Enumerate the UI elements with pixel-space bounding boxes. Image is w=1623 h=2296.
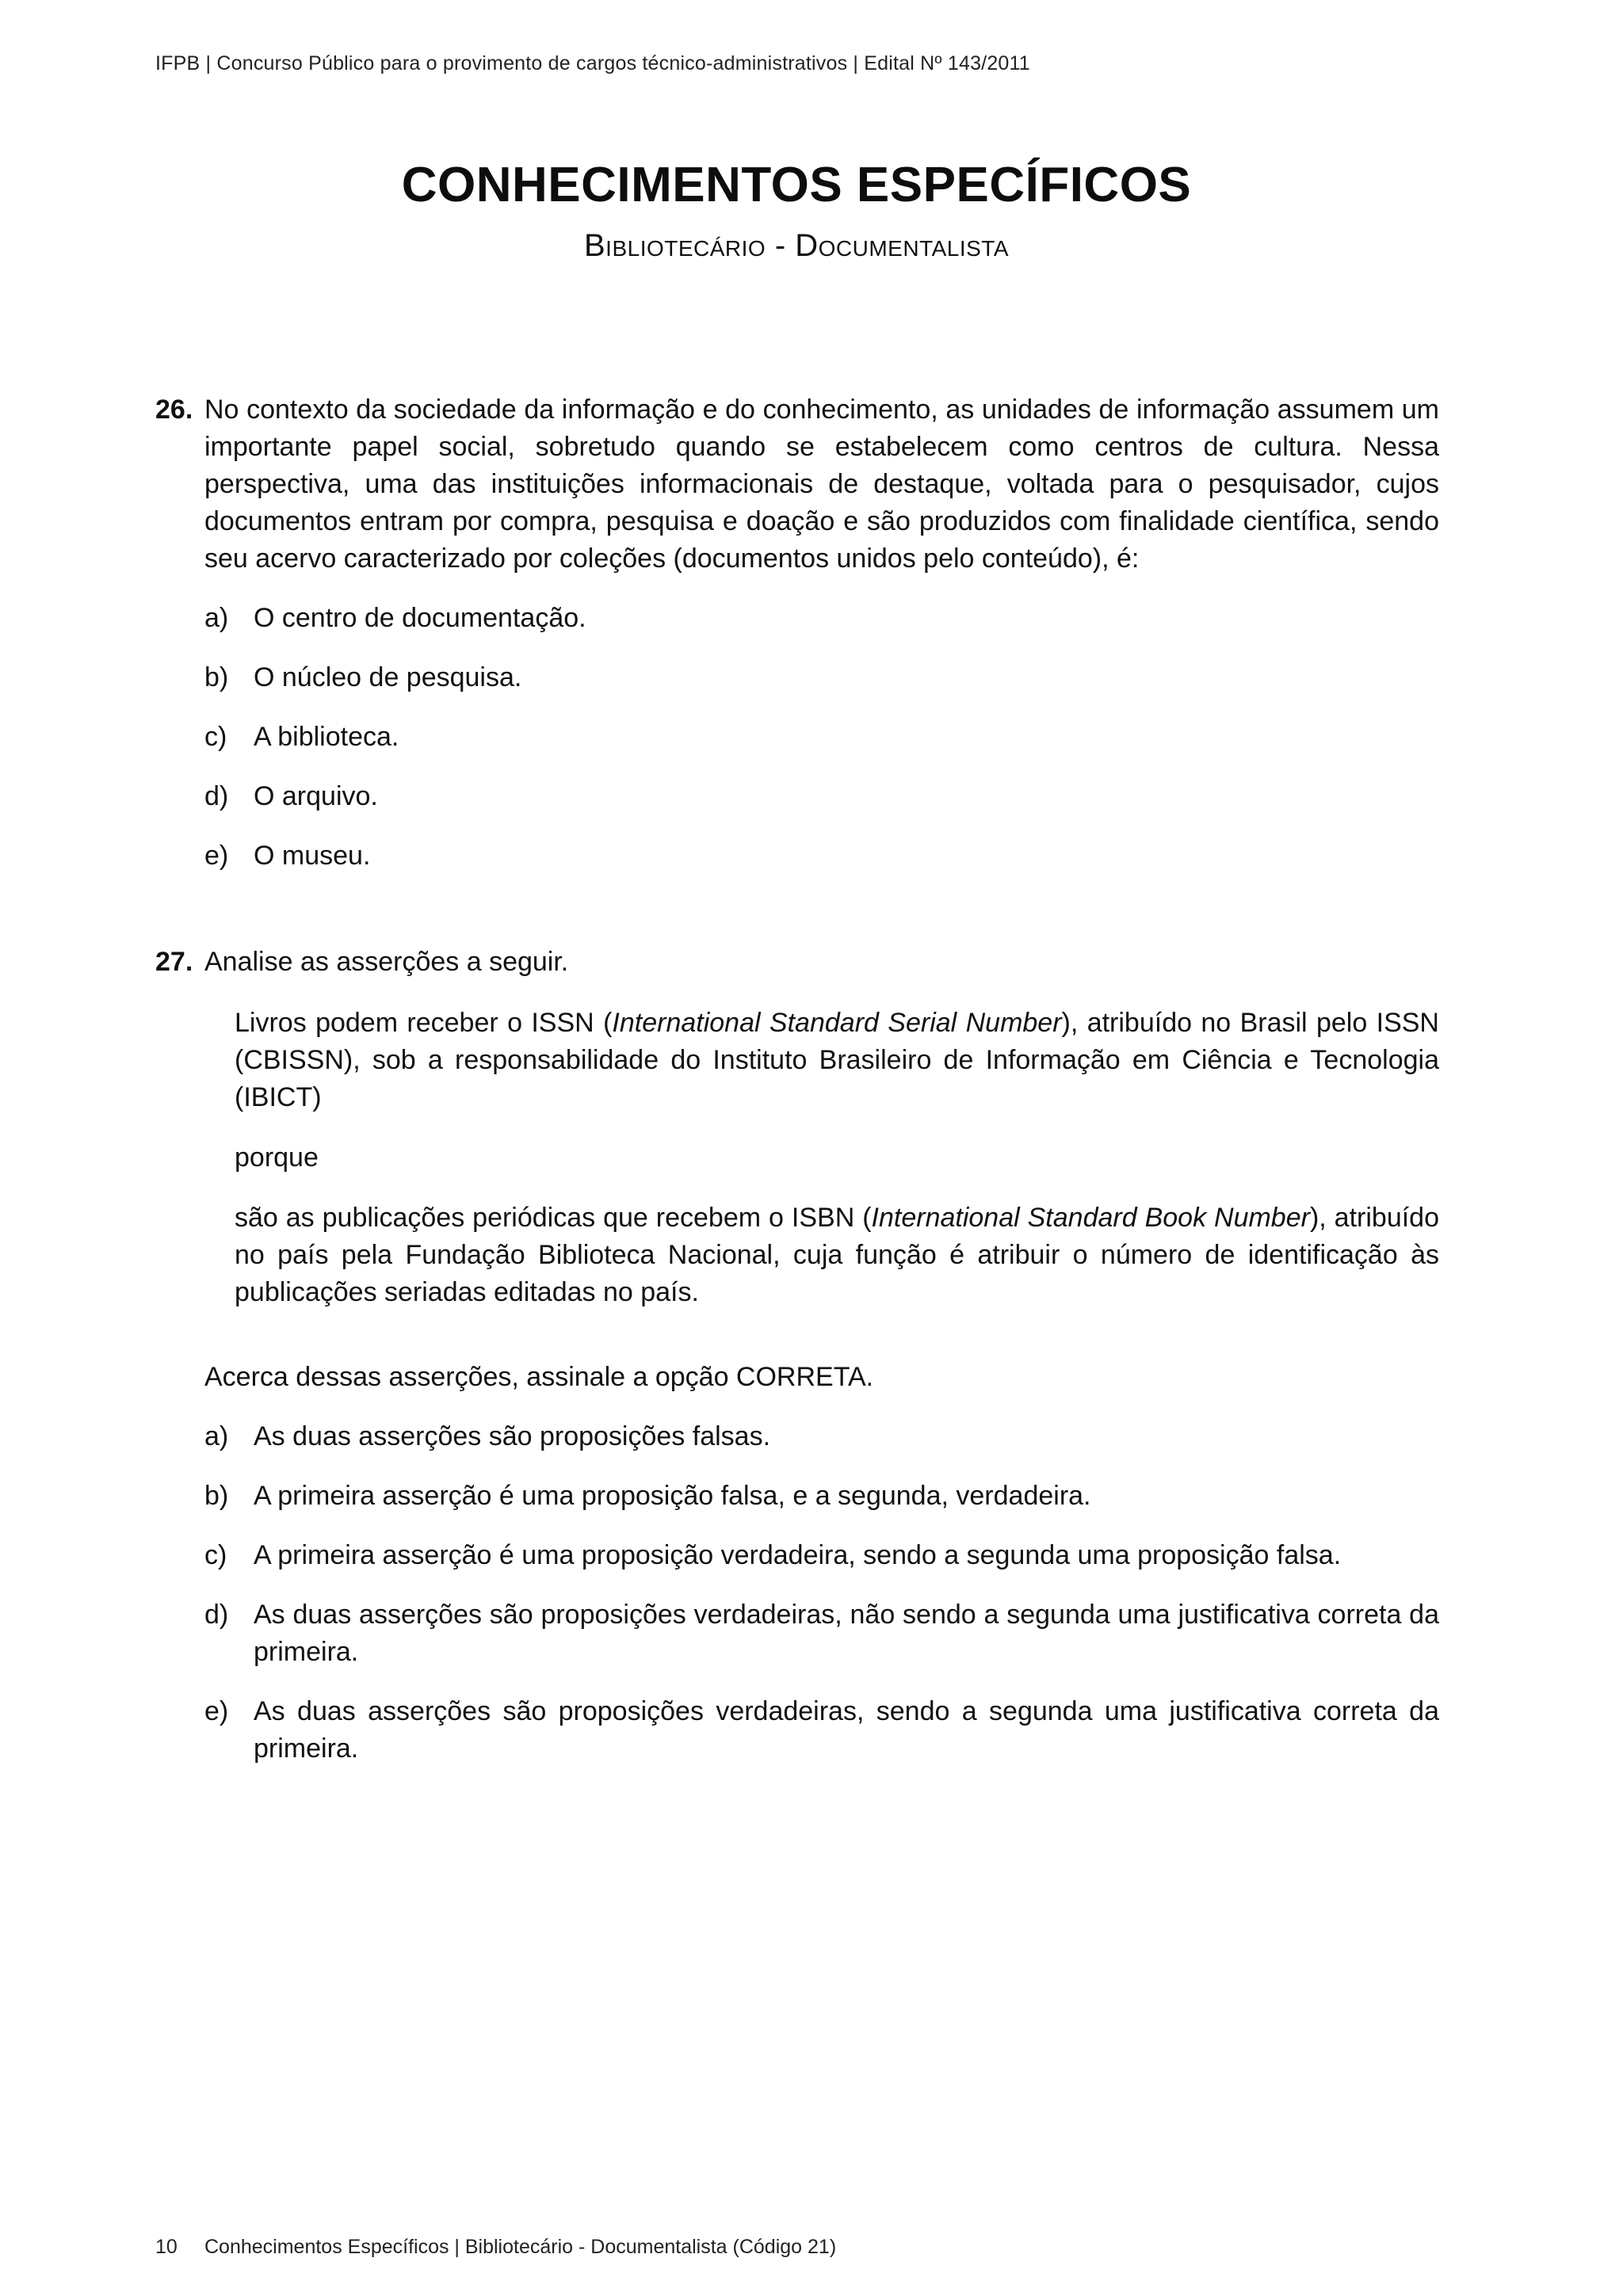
option-letter: d) — [204, 1600, 229, 1630]
assertion-1-text-start: Livros podem receber o ISSN ( — [235, 1008, 613, 1038]
footer-text: Conhecimentos Específicos | Bibliotecário - Documentalista (Código 21) — [204, 2236, 837, 2258]
option-d[interactable] — [204, 778, 1439, 815]
question-stem: Acerca dessas asserções, assinale a opção CORRETA. — [204, 1362, 874, 1392]
option-text: O centro de documentação. — [254, 603, 586, 633]
question-26 — [155, 391, 1439, 875]
assertion-2-text-start: são as publicações periódicas que recebem o ISBN ( — [235, 1203, 872, 1233]
question-text: No contexto da sociedade da informação e do conhecimento, as unidades de informação assumem um importante papel social, sobretudo quando se estabelecem como centros de cultura. Nessa perspectiva, uma das instituições informacionais de destaque, voltada para o pesquisador, cujos documentos entram por compra, pesquisa e doação e são produzidos com finalidade científica, sendo seu acervo caracterizado por coleções (documentos unidos pelo conteúdo), é: — [204, 395, 1439, 574]
question-text: Analise as asserções a seguir. — [204, 947, 569, 977]
page-footer — [155, 2236, 836, 2259]
option-e[interactable] — [204, 837, 1439, 875]
option-letter: e) — [204, 1696, 229, 1726]
question-27 — [155, 944, 1439, 1768]
option-text: O arquivo. — [254, 781, 378, 811]
option-letter: a) — [204, 603, 229, 633]
option-c[interactable] — [204, 1537, 1439, 1574]
option-text: As duas asserções são proposições verdadeiras, sendo a segunda uma justificativa correta da primeira. — [254, 1696, 1439, 1764]
option-c[interactable] — [204, 719, 1439, 756]
option-text: A primeira asserção é uma proposição falsa, e a segunda, verdadeira. — [254, 1481, 1091, 1511]
assertion-1-text-end: ), atribuído no Brasil pelo ISSN (CBISSN), sob a responsabilidade do Instituto Brasileiro de Informação em Ciência e Tecnologia (IBICT) — [235, 1008, 1439, 1112]
option-a[interactable] — [204, 1418, 1439, 1455]
option-b[interactable] — [204, 659, 1439, 696]
option-letter: b) — [204, 662, 229, 692]
option-b[interactable] — [204, 1478, 1439, 1515]
option-e[interactable] — [204, 1693, 1439, 1768]
option-text: A primeira asserção é uma proposição verdadeira, sendo a segunda uma proposição falsa. — [254, 1540, 1342, 1570]
assertion-2 — [235, 1199, 1439, 1311]
assertion-1-italic-term: International Standard Serial Number — [612, 1008, 1062, 1038]
option-text: As duas asserções são proposições falsas. — [254, 1421, 771, 1451]
option-text: As duas asserções são proposições verdadeiras, não sendo a segunda uma justificativa correta da primeira. — [254, 1600, 1439, 1667]
question-number: 27. — [155, 947, 193, 977]
answer-options — [155, 1418, 1439, 1768]
option-d[interactable] — [204, 1596, 1439, 1671]
option-a[interactable] — [204, 600, 1439, 637]
option-letter: d) — [204, 781, 229, 811]
option-letter: c) — [204, 722, 227, 752]
assertion-2-italic-term: International Standard Book Number — [871, 1203, 1310, 1233]
page-title: CONHECIMENTOS ESPECÍFICOS — [401, 158, 1192, 212]
assertion-2-text-end: ), atribuído no país pela Fundação Biblioteca Nacional, cuja função é atribuir o número de identificação às publicações seriadas editadas no país. — [235, 1203, 1439, 1307]
option-text: A biblioteca. — [254, 722, 399, 752]
answer-options — [155, 600, 1439, 875]
question-number: 26. — [155, 395, 193, 425]
page-subtitle: Bibliotecário - Documentalista — [583, 228, 1010, 263]
assertion-1 — [235, 1005, 1439, 1116]
page-number: 10 — [155, 2236, 178, 2258]
running-header: IFPB | Concurso Público para o provimento de cargos técnico-administrativos | Edital Nº 143/2011 — [155, 52, 1030, 74]
option-text: O museu. — [254, 841, 371, 871]
option-letter: e) — [204, 841, 229, 871]
assertion-connector: porque — [235, 1142, 319, 1173]
option-text: O núcleo de pesquisa. — [254, 662, 522, 692]
option-letter: a) — [204, 1421, 229, 1451]
option-letter: b) — [204, 1481, 229, 1511]
option-letter: c) — [204, 1540, 227, 1570]
